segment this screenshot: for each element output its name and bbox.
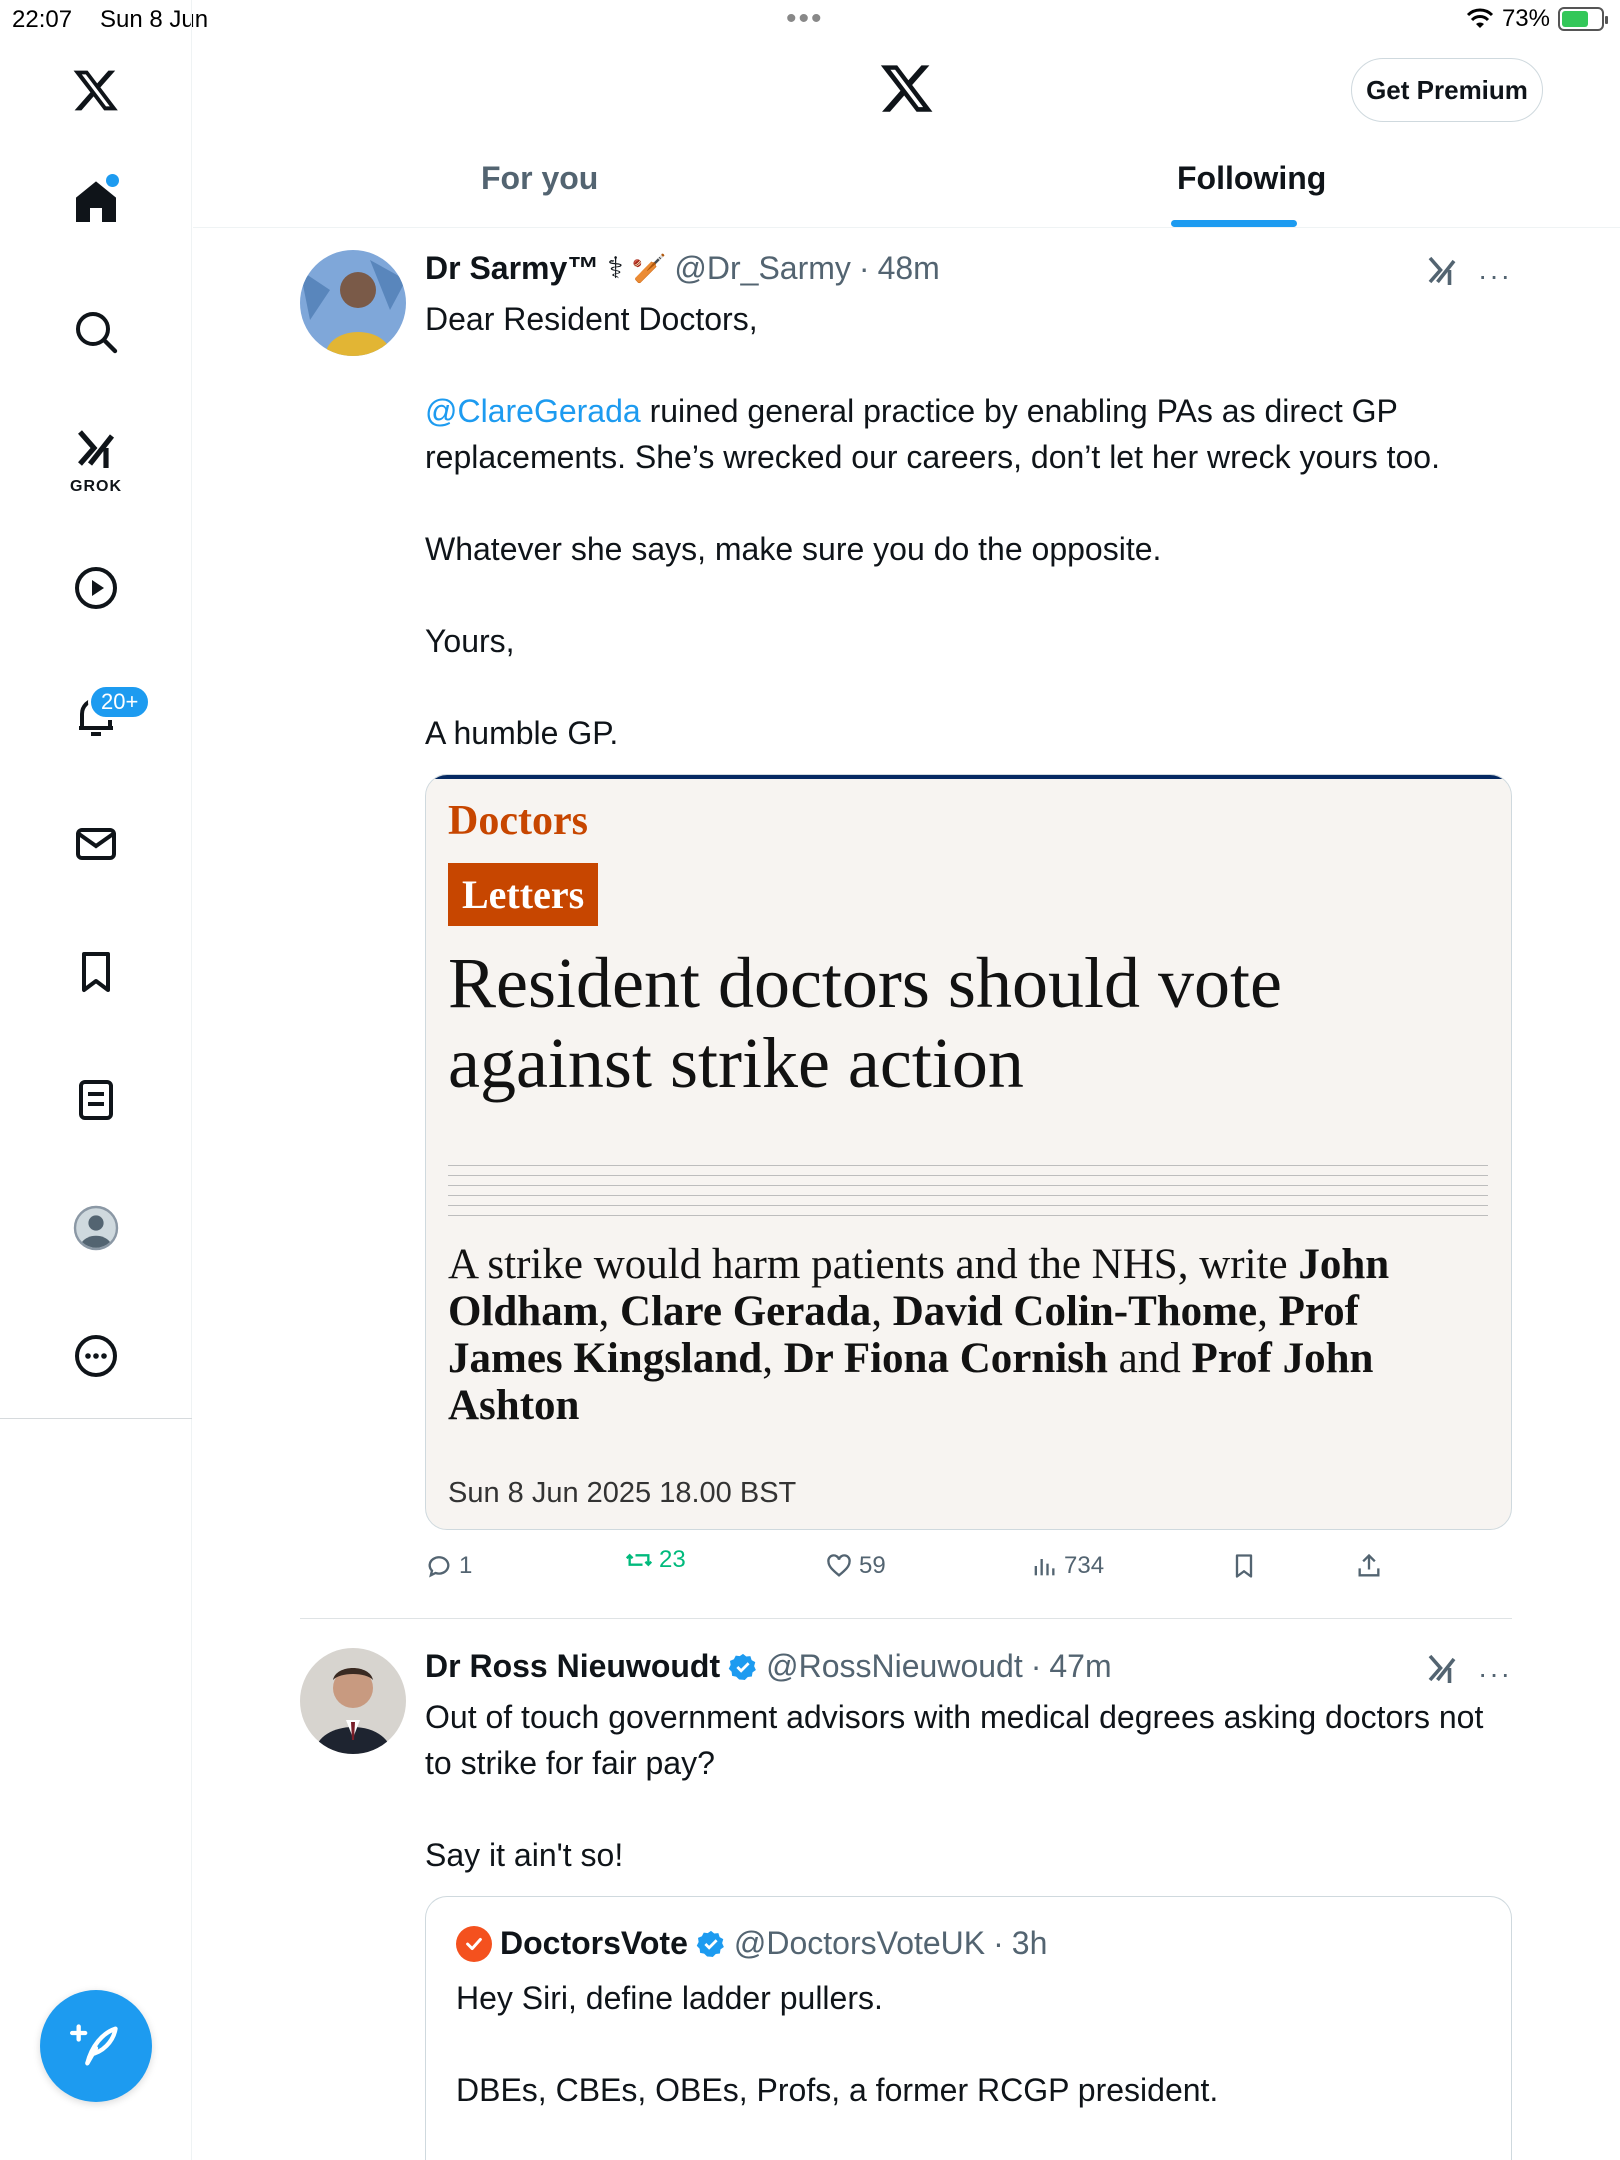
mail-icon bbox=[72, 820, 120, 868]
active-tab-indicator bbox=[1171, 220, 1297, 227]
tab-following[interactable]: Following bbox=[1177, 160, 1327, 196]
timeline-header bbox=[193, 0, 1620, 228]
tweet[interactable] bbox=[300, 250, 1512, 1610]
like-button[interactable] bbox=[825, 1552, 886, 1580]
article-tag: Letters bbox=[448, 863, 598, 926]
quoted-tweet[interactable] bbox=[425, 1896, 1512, 2160]
quoted-author-handle[interactable]: @DoctorsVoteUK bbox=[733, 1925, 986, 1961]
x-logo-icon[interactable] bbox=[879, 60, 935, 121]
author-name[interactable]: Dr Ross Nieuwoudt bbox=[425, 1648, 721, 1684]
tweet-line: DBEs, CBEs, OBEs, Profs, a former RCGP president. bbox=[456, 2072, 1219, 2108]
cricket-icon: 🏏 bbox=[631, 253, 667, 284]
home-unread-dot bbox=[106, 174, 119, 187]
notifications-badge: 20+ bbox=[88, 684, 151, 720]
share-icon bbox=[1355, 1552, 1383, 1580]
bookmark-icon bbox=[72, 948, 120, 996]
verified-badge-icon bbox=[696, 1929, 726, 1959]
avatar-icon bbox=[72, 1204, 120, 1252]
quoted-author-name[interactable]: DoctorsVote bbox=[500, 1925, 688, 1961]
grok-icon[interactable] bbox=[1424, 1650, 1460, 1691]
sidebar-divider bbox=[0, 1418, 192, 1419]
tweet-line: Dear Resident Doctors, bbox=[425, 301, 758, 337]
get-premium-button[interactable]: Get Premium bbox=[1351, 58, 1543, 122]
separator-dot: · bbox=[993, 1925, 1004, 1961]
more-options-icon[interactable]: ··· bbox=[1478, 260, 1512, 291]
quoted-tweet-time[interactable]: 3h bbox=[1011, 1925, 1048, 1961]
tweet-line: Hey Siri, define ladder pullers. bbox=[456, 1980, 883, 2016]
heart-icon bbox=[825, 1552, 853, 1580]
search-icon bbox=[72, 308, 120, 356]
compose-button[interactable] bbox=[40, 1990, 152, 2102]
card-top-rule bbox=[426, 775, 1511, 779]
tweet[interactable] bbox=[300, 1648, 1512, 2160]
quoted-avatar[interactable] bbox=[456, 1926, 492, 1962]
repost-button[interactable] bbox=[625, 1546, 686, 1574]
tweet-header bbox=[425, 1648, 1112, 1685]
tweet-actions bbox=[425, 1546, 1425, 1592]
author-name[interactable]: Dr Sarmy™ bbox=[425, 250, 600, 286]
quoted-tweet-header bbox=[456, 1925, 1047, 1962]
more-icon bbox=[72, 1332, 120, 1380]
tweet-divider bbox=[300, 1618, 1512, 1619]
sidebar-item-messages[interactable] bbox=[56, 804, 136, 884]
mention-link[interactable]: @ClareGerada bbox=[425, 393, 641, 429]
tweet-time[interactable]: 48m bbox=[877, 250, 940, 286]
tweet-line: @ClareGerada ruined general practice by enabling PAs as direct GP replacements. She’s wrecked our careers, don’t let her wreck yours too. bbox=[425, 393, 1440, 475]
link-preview-card[interactable] bbox=[425, 774, 1512, 1530]
reply-icon bbox=[425, 1552, 453, 1580]
avatar[interactable] bbox=[300, 250, 406, 356]
author-handle[interactable]: @Dr_Sarmy bbox=[674, 250, 851, 286]
sidebar-item-home[interactable] bbox=[56, 162, 136, 242]
sidebar bbox=[0, 0, 192, 2160]
article-date: Sun 8 Jun 2025 18.00 BST bbox=[448, 1477, 797, 1509]
share-button[interactable] bbox=[1355, 1552, 1383, 1580]
status-time: 22:07 bbox=[12, 6, 73, 33]
views-count: 734 bbox=[1064, 1552, 1105, 1579]
tweet-text bbox=[425, 296, 1515, 756]
tweet-line: Say it ain't so! bbox=[425, 1837, 624, 1873]
repost-count: 23 bbox=[659, 1546, 686, 1573]
tweet-line: A humble GP. bbox=[425, 715, 619, 751]
play-icon bbox=[72, 564, 120, 612]
tweet-line: Out of touch government advisors with medical degrees asking doctors not to strike for fair pay? bbox=[425, 1699, 1484, 1781]
grok-icon[interactable] bbox=[1424, 252, 1460, 293]
multitasking-dots-icon[interactable]: ••• bbox=[786, 2, 824, 35]
tweet-line: Whatever she says, make sure you do the opposite. bbox=[425, 531, 1162, 567]
sidebar-item-profile[interactable] bbox=[56, 1188, 136, 1268]
compose-icon bbox=[70, 2020, 122, 2072]
tweet-time[interactable]: 47m bbox=[1049, 1648, 1112, 1684]
stethoscope-icon: ⚕ bbox=[607, 252, 624, 285]
author-handle[interactable]: @RossNieuwoudt bbox=[766, 1648, 1023, 1684]
grok-icon bbox=[72, 424, 120, 472]
tweet-text bbox=[425, 1694, 1515, 1878]
battery-percent: 73% bbox=[1501, 5, 1550, 32]
quoted-tweet-text bbox=[456, 1975, 1486, 2113]
sidebar-item-explore[interactable] bbox=[56, 292, 136, 372]
separator-dot: · bbox=[858, 250, 870, 286]
status-date: Sun 8 Jun bbox=[100, 6, 209, 33]
article-rules bbox=[448, 1165, 1488, 1225]
list-icon bbox=[72, 1076, 120, 1124]
separator-dot: · bbox=[1030, 1648, 1042, 1684]
bookmark-icon bbox=[1230, 1552, 1258, 1580]
repost-icon bbox=[625, 1546, 653, 1574]
tweet-line: Yours, bbox=[425, 623, 515, 659]
more-options-icon[interactable]: ··· bbox=[1478, 1658, 1512, 1689]
tab-for-you[interactable]: For you bbox=[481, 160, 599, 196]
x-logo-icon[interactable] bbox=[56, 50, 136, 130]
avatar[interactable] bbox=[300, 1648, 406, 1754]
reply-count: 1 bbox=[459, 1552, 473, 1579]
article-standfirst: A strike would harm patients and the NHS, write John Oldham, Clare Gerada, David Colin-Thome, Prof James Kingsland, Dr Fiona Cornish and Prof John Ashton bbox=[448, 1241, 1390, 1429]
article-headline: Resident doctors should vote against strike action bbox=[448, 943, 1282, 1103]
sidebar-item-more[interactable] bbox=[56, 1316, 136, 1396]
sidebar-item-bookmarks[interactable] bbox=[56, 932, 136, 1012]
bookmark-button[interactable] bbox=[1230, 1552, 1258, 1580]
article-section: Doctors bbox=[448, 798, 588, 844]
sidebar-item-videos[interactable] bbox=[56, 548, 136, 628]
like-count: 59 bbox=[859, 1552, 886, 1579]
reply-button[interactable] bbox=[425, 1552, 472, 1580]
sidebar-item-grok[interactable] bbox=[56, 408, 136, 488]
views-button[interactable] bbox=[1030, 1552, 1104, 1580]
grok-label: GROK bbox=[70, 478, 122, 495]
tweet-header bbox=[425, 250, 940, 287]
verified-badge-icon bbox=[728, 1652, 758, 1682]
views-icon bbox=[1030, 1552, 1058, 1580]
sidebar-item-lists[interactable] bbox=[56, 1060, 136, 1140]
